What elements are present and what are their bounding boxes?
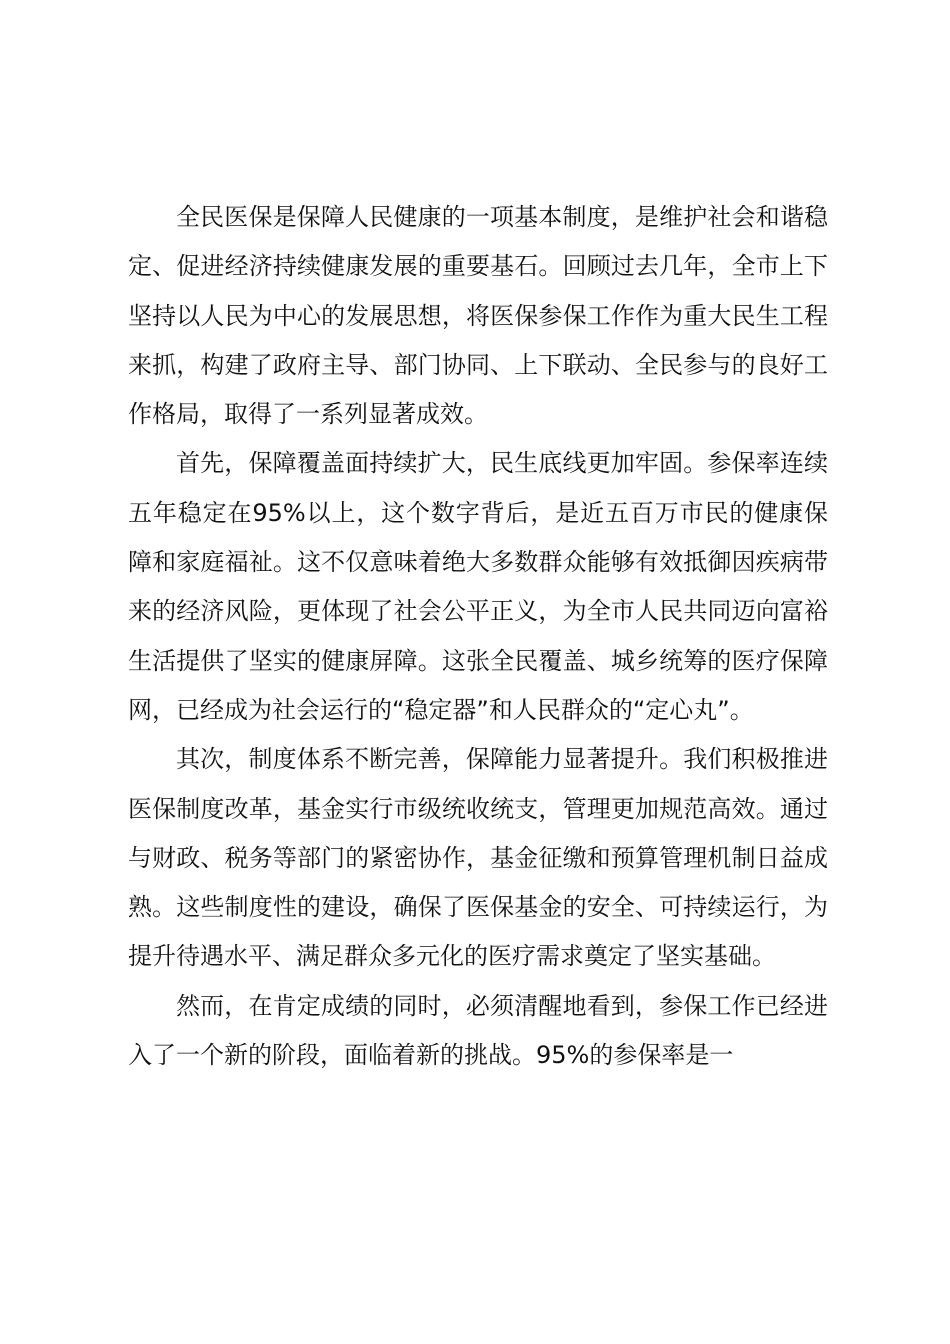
paragraph-4: 然而，在肯定成绩的同时，必须清醒地看到，参保工作已经进入了一个新的阶段，面临着新的挑战。95%的参保率是一	[128, 991, 828, 1070]
document-body	[128, 193, 828, 1080]
paragraph-1: 全民医保是保障人民健康的一项基本制度，是维护社会和谐稳定、促进经济持续健康发展的重要基石。回顾过去几年，全市上下坚持以人民为中心的发展思想，将医保参保工作作为重大民生工程来抓，构建了政府主导、部门协同、上下联动、全民参与的良好工作格局，取得了一系列显著成效。	[128, 203, 828, 429]
paragraph-3: 其次，制度体系不断完善，保障能力显著提升。我们积极推进医保制度改革，基金实行市级统收统支，管理更加规范高效。通过与财政、税务等部门的紧密协作，基金征缴和预算管理机制日益成熟。这些制度性的建设，确保了医保基金的安全、可持续运行，为提升待遇水平、满足群众多元化的医疗需求奠定了坚实基础。	[128, 745, 828, 971]
paragraph-2: 首先，保障覆盖面持续扩大，民生底线更加牢固。参保率连续五年稳定在95%以上，这个数字背后，是近五百万市民的健康保障和家庭福祉。这不仅意味着绝大多数群众能够有效抵御因疾病带来的经济风险，更体现了社会公平正义，为全市人民共同迈向富裕生活提供了坚实的健康屏障。这张全民覆盖、城乡统筹的医疗保障网，已经成为社会运行的“稳定器”和人民群众的“定心丸”。	[128, 449, 828, 724]
